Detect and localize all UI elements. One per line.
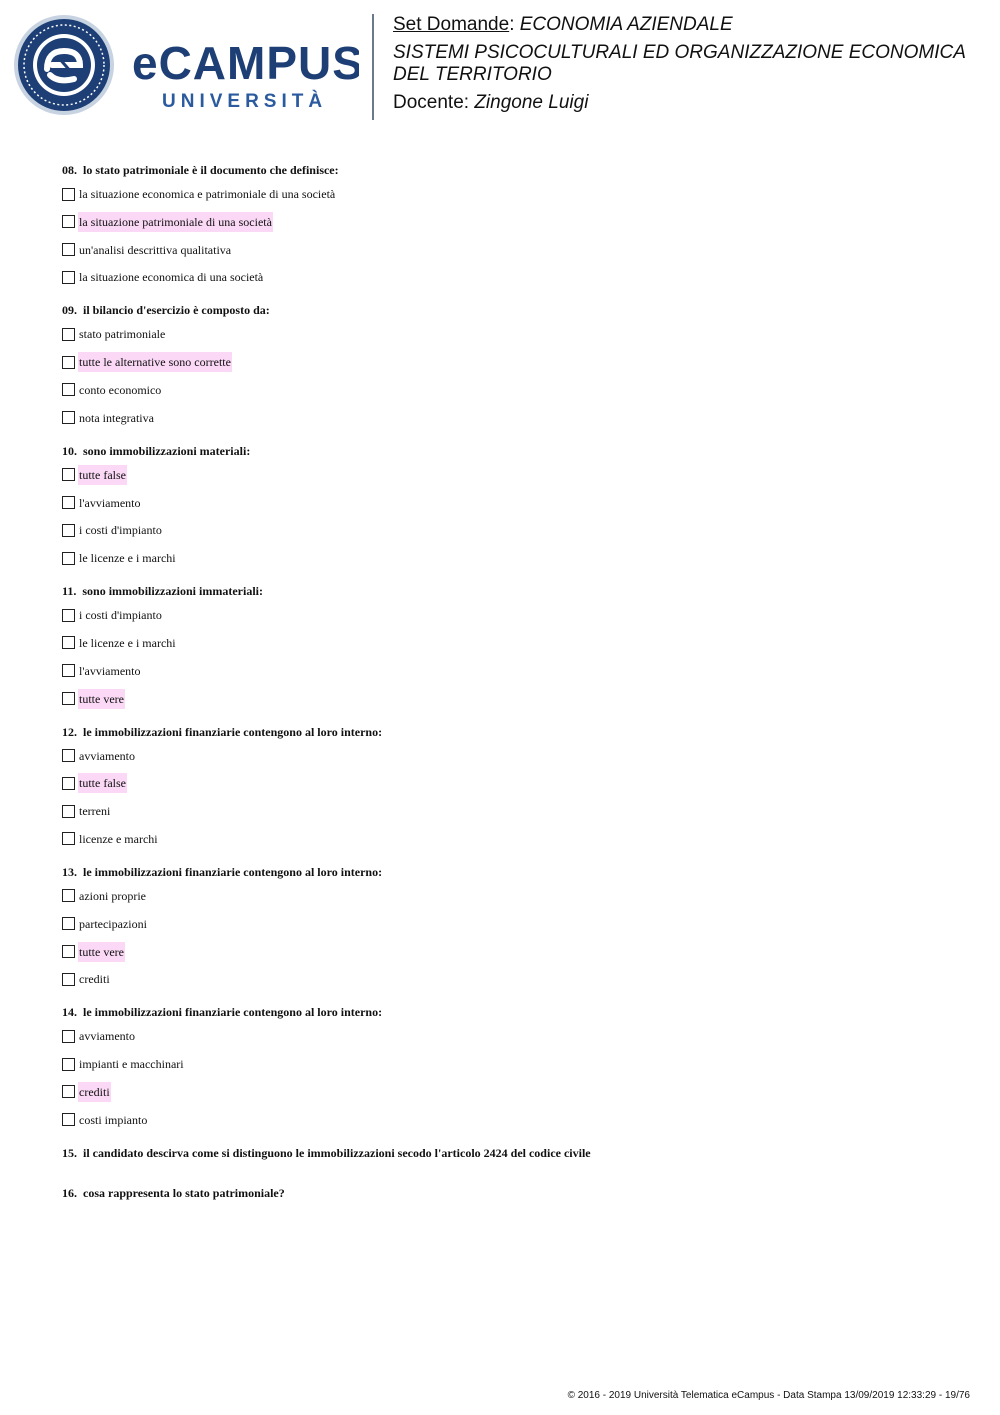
teacher-name: Zingone Luigi	[474, 92, 589, 113]
answer-option[interactable]	[62, 661, 962, 681]
course-line-1: SISTEMI PSICOCULTURALI ED ORGANIZZAZIONE ECONOMICA	[393, 42, 966, 63]
answer-text: avviamento	[79, 748, 135, 763]
answer-checkbox[interactable]	[62, 1030, 75, 1043]
answer-checkbox[interactable]	[62, 917, 75, 930]
answer-text: l'avviamento	[79, 663, 141, 678]
answer-option[interactable]	[62, 465, 962, 485]
question-block	[62, 862, 962, 989]
question-block	[62, 1002, 962, 1129]
page-header	[0, 0, 1000, 130]
answer-option[interactable]	[62, 380, 962, 400]
answer-checkbox[interactable]	[62, 496, 75, 509]
answer-text: costi impianto	[79, 1112, 148, 1127]
answer-checkbox[interactable]	[62, 328, 75, 341]
answer-checkbox[interactable]	[62, 411, 75, 424]
answer-text: conto economico	[79, 382, 162, 397]
answer-checkbox[interactable]	[62, 188, 75, 201]
answer-checkbox[interactable]	[62, 468, 75, 481]
answer-text-correct: tutte vere	[78, 942, 125, 962]
set-label: Set Domande	[393, 14, 510, 35]
answer-checkbox[interactable]	[62, 636, 75, 649]
question-number: 08.	[62, 163, 77, 177]
answer-checkbox[interactable]	[62, 383, 75, 396]
page-footer: © 2016 - 2019 Università Telematica eCampus - Data Stampa 13/09/2019 12:33:29 - 19/76	[567, 1390, 970, 1401]
answer-text-correct: tutte le alternative sono corrette	[78, 352, 232, 372]
question-block	[62, 581, 962, 708]
answer-checkbox[interactable]	[62, 552, 75, 565]
question-block	[62, 300, 962, 427]
question-list	[62, 160, 962, 1223]
question-title	[62, 1002, 962, 1022]
svg-text:UNIVERSITÀ: UNIVERSITÀ	[162, 91, 328, 112]
teacher-label: Docente:	[393, 92, 470, 113]
question-text: le immobilizzazioni finanziarie contengono al loro interno:	[83, 724, 383, 739]
set-line	[393, 14, 993, 36]
answer-option[interactable]	[62, 914, 962, 934]
header-divider	[372, 14, 374, 120]
answer-text: terreni	[79, 804, 111, 819]
answer-text-correct: la situazione patrimoniale di una società	[78, 212, 273, 232]
answer-text: l'avviamento	[79, 495, 141, 510]
answer-option[interactable]	[62, 408, 962, 428]
answer-text: un'analisi descrittiva qualitativa	[79, 242, 232, 257]
answer-option[interactable]	[62, 829, 962, 849]
answer-checkbox[interactable]	[62, 1058, 75, 1071]
answer-option[interactable]	[62, 886, 962, 906]
question-title	[62, 862, 962, 882]
question-text: sono immobilizzazioni materiali:	[83, 443, 251, 458]
course-line-2: DEL TERRITORIO	[393, 64, 552, 85]
answer-option[interactable]	[62, 240, 962, 260]
answer-checkbox[interactable]	[62, 777, 75, 790]
answer-checkbox[interactable]	[62, 243, 75, 256]
answer-checkbox[interactable]	[62, 832, 75, 845]
answer-text: impianti e macchinari	[79, 1057, 184, 1072]
answer-checkbox[interactable]	[62, 692, 75, 705]
answer-text: crediti	[79, 972, 110, 987]
question-number: 10.	[62, 443, 77, 458]
answer-text: le licenze e i marchi	[79, 551, 176, 566]
answer-option[interactable]	[62, 520, 962, 540]
answer-option[interactable]	[62, 1054, 962, 1074]
answer-option[interactable]	[62, 801, 962, 821]
answer-option[interactable]	[62, 746, 962, 766]
question-title	[62, 441, 962, 461]
question-title	[62, 722, 962, 742]
question-number: 11.	[62, 584, 77, 599]
answer-text: partecipazioni	[79, 916, 147, 931]
answer-text: nota integrativa	[79, 410, 154, 425]
answer-text: la situazione economica di una società	[79, 270, 264, 285]
ecampus-logo	[14, 15, 359, 115]
question-text: il bilancio d'esercizio è composto da:	[83, 303, 270, 318]
course-info	[393, 14, 993, 114]
open-question-block	[62, 1183, 962, 1203]
answer-option[interactable]	[62, 267, 962, 287]
question-number: 15.	[62, 1145, 77, 1160]
answer-option[interactable]	[62, 352, 962, 372]
answer-option[interactable]	[62, 773, 962, 793]
answer-checkbox[interactable]	[62, 973, 75, 986]
answer-text-correct: tutte false	[78, 773, 127, 793]
question-number: 12.	[62, 724, 77, 739]
question-block	[62, 441, 962, 568]
question-number: 14.	[62, 1005, 77, 1020]
subject: ECONOMIA AZIENDALE	[519, 14, 733, 35]
question-title	[62, 1183, 962, 1203]
question-text: lo stato patrimoniale è il documento che definisce:	[83, 163, 339, 177]
answer-text-correct: tutte false	[78, 465, 127, 485]
question-text: le immobilizzazioni finanziarie contengono al loro interno:	[83, 1005, 383, 1020]
answer-checkbox[interactable]	[62, 664, 75, 677]
question-number: 13.	[62, 864, 77, 879]
answer-checkbox[interactable]	[62, 524, 75, 537]
answer-option[interactable]	[62, 324, 962, 344]
answer-option[interactable]	[62, 605, 962, 625]
answer-text-correct: crediti	[78, 1082, 111, 1102]
answer-option[interactable]	[62, 212, 962, 232]
set-colon: :	[509, 14, 515, 35]
answer-option[interactable]	[62, 942, 962, 962]
question-title	[62, 1143, 962, 1163]
answer-option[interactable]	[62, 184, 962, 204]
answer-checkbox[interactable]	[62, 215, 75, 228]
answer-checkbox[interactable]	[62, 749, 75, 762]
question-number: 09.	[62, 303, 77, 318]
answer-option[interactable]	[62, 1110, 962, 1130]
question-number: 16.	[62, 1185, 77, 1200]
answer-checkbox[interactable]	[62, 609, 75, 622]
question-title	[62, 160, 962, 180]
answer-option[interactable]	[62, 689, 962, 709]
svg-text:eCAMPUS: eCAMPUS	[132, 37, 359, 89]
answer-checkbox[interactable]	[62, 945, 75, 958]
question-text: il candidato descirva come si distinguono le immobilizzazioni secodo l'articolo 2424 del codice civile	[83, 1145, 591, 1160]
answer-checkbox[interactable]	[62, 1085, 75, 1098]
answer-text: le licenze e i marchi	[79, 635, 176, 650]
answer-checkbox[interactable]	[62, 889, 75, 902]
answer-option[interactable]	[62, 1082, 962, 1102]
question-text: cosa rappresenta lo stato patrimoniale?	[83, 1185, 285, 1200]
answer-option[interactable]	[62, 548, 962, 568]
answer-text: i costi d'impianto	[79, 608, 162, 623]
answer-text: i costi d'impianto	[79, 523, 162, 538]
answer-text: avviamento	[79, 1029, 135, 1044]
question-title	[62, 300, 962, 320]
ecampus-logo-icon	[14, 15, 359, 115]
question-block	[62, 722, 962, 849]
answer-checkbox[interactable]	[62, 271, 75, 284]
answer-checkbox[interactable]	[62, 1113, 75, 1126]
answer-text: azioni proprie	[79, 888, 146, 903]
answer-option[interactable]	[62, 633, 962, 653]
question-block	[62, 160, 962, 287]
open-question-block	[62, 1143, 962, 1163]
answer-text: licenze e marchi	[79, 831, 158, 846]
answer-option[interactable]	[62, 969, 962, 989]
answer-text: stato patrimoniale	[79, 327, 166, 342]
answer-checkbox[interactable]	[62, 356, 75, 369]
answer-option[interactable]	[62, 493, 962, 513]
question-text: sono immobilizzazioni immateriali:	[82, 584, 263, 599]
question-title	[62, 581, 962, 601]
answer-text-correct: tutte vere	[78, 689, 125, 709]
answer-option[interactable]	[62, 1026, 962, 1046]
teacher-line	[393, 92, 993, 114]
question-text: le immobilizzazioni finanziarie contengono al loro interno:	[83, 864, 383, 879]
answer-checkbox[interactable]	[62, 805, 75, 818]
answer-text: la situazione economica e patrimoniale di una società	[79, 187, 336, 201]
